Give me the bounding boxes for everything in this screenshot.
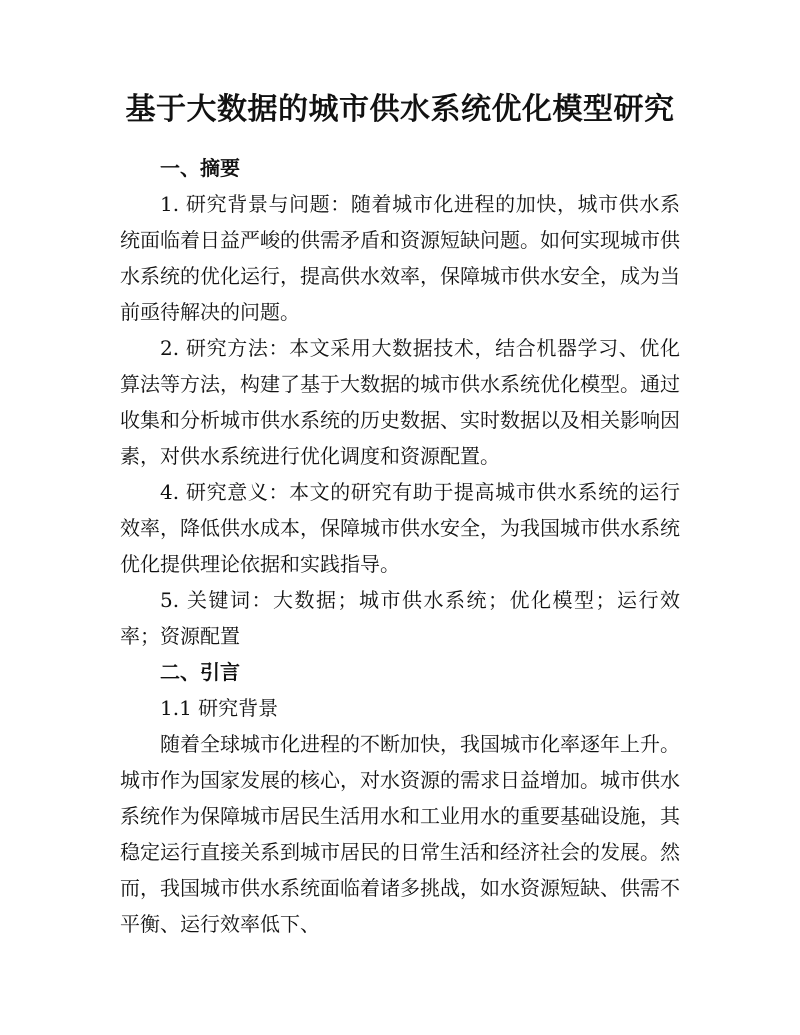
intro-paragraph: 随着全球城市化进程的不断加快，我国城市化率逐年上升。城市作为国家发展的核心，对水资源的需求日益增加。城市供水系统作为保障城市居民生活用水和工业用水的重要基础设施，其稳定运行直接关系到城市居民的日常生活和经济社会的发展。然而，我国城市供水系统面临着诸多挑战，如水资源短缺、供需不平衡、运行效率低下、 xyxy=(120,732,680,936)
intro-subheading: 1.1 研究背景 xyxy=(160,696,279,720)
abstract-item-method: 2. 研究方法：本文采用大数据技术，结合机器学习、优化算法等方法，构建了基于大数据的城市供水系统优化模型。通过收集和分析城市供水系统的历史数据、实时数据以及相关影响因素，对供水系统进行优化调度和资源配置。 xyxy=(120,336,680,468)
abstract-heading: 一、摘要 xyxy=(160,156,240,180)
abstract-item-keywords: 5. 关键词：大数据；城市供水系统；优化模型；运行效率；资源配置 xyxy=(120,588,680,648)
abstract-item-background: 1. 研究背景与问题：随着城市化进程的加快，城市供水系统面临着日益严峻的供需矛盾和资源短缺问题。如何实现城市供水系统的优化运行，提高供水效率，保障城市供水安全，成为当前亟待解决的问题。 xyxy=(120,192,680,324)
abstract-item-significance: 4. 研究意义：本文的研究有助于提高城市供水系统的运行效率，降低供水成本，保障城市供水安全，为我国城市供水系统优化提供理论依据和实践指导。 xyxy=(120,480,680,576)
intro-heading: 二、引言 xyxy=(160,660,240,684)
document-title: 基于大数据的城市供水系统优化模型研究 xyxy=(125,92,675,127)
